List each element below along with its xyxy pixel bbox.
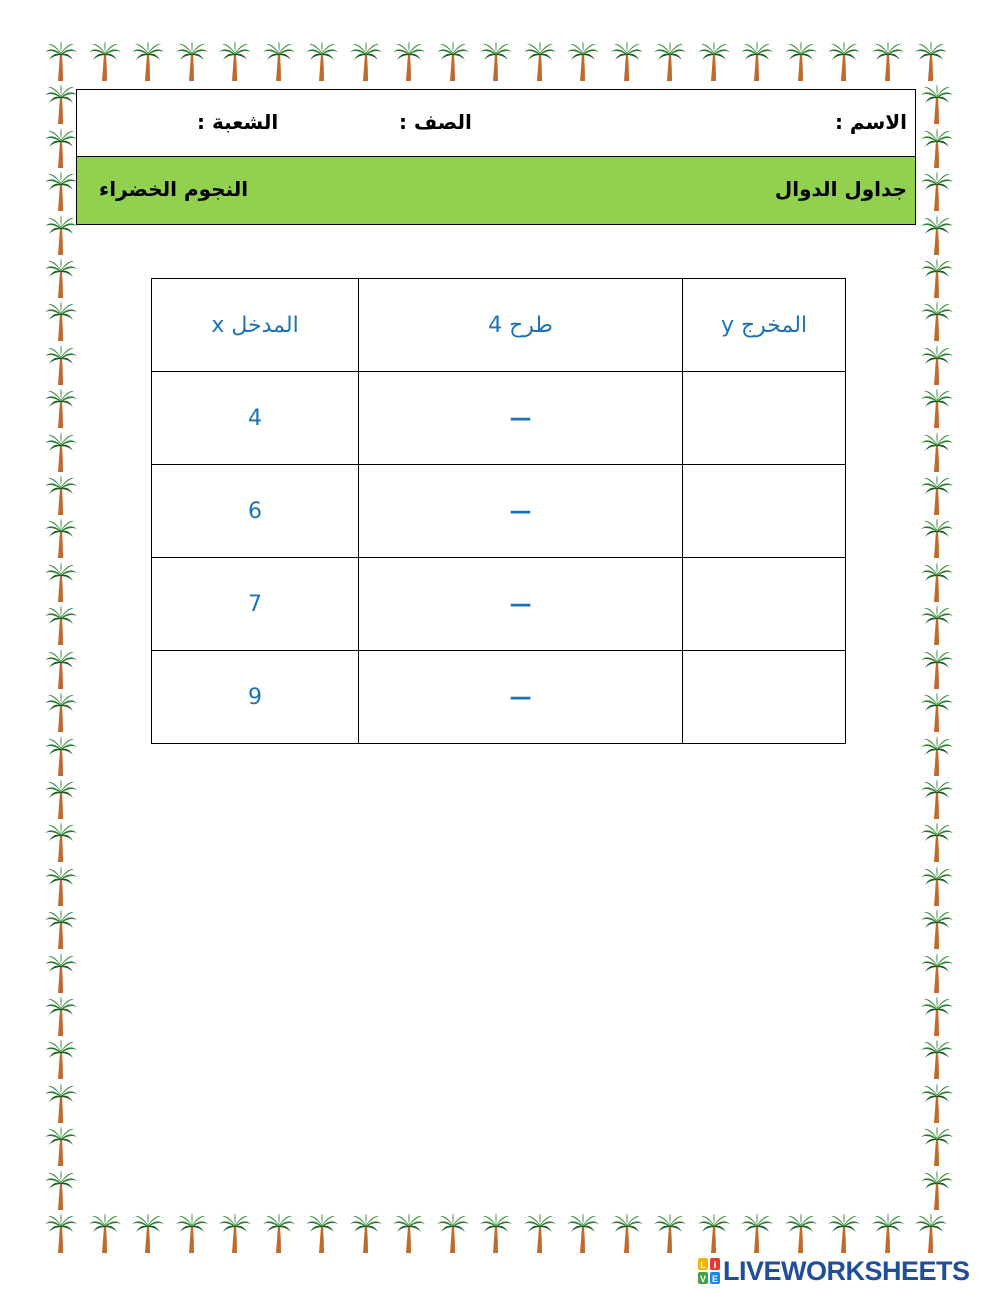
palm-tree-icon [44,1038,78,1080]
palm-tree-icon [827,1212,861,1254]
palm-tree-icon [305,1212,339,1254]
function-table [151,278,846,744]
palm-tree-icon [920,1169,954,1211]
logo-letter: I [713,1260,717,1270]
palm-tree-icon [44,691,78,733]
palm-tree-icon [610,1212,644,1254]
palm-tree-icon [44,995,78,1037]
worksheet-header [76,89,916,225]
palm-tree-icon [920,778,954,820]
palm-tree-icon [920,1038,954,1080]
liveworksheets-logo-icon [698,1258,720,1284]
palm-tree-icon [392,1212,426,1254]
palm-tree-icon [920,1125,954,1167]
name-label: الاسم : [834,110,907,134]
rule-cell: — [359,465,683,558]
liveworksheets-brand [698,1256,970,1286]
palm-tree-icon [349,40,383,82]
palm-tree-icon [653,1212,687,1254]
palm-tree-icon [697,40,731,82]
rule-header: طرح 4 [359,279,683,372]
input-cell: 4 [152,372,359,465]
output-header: المخرج y [683,279,846,372]
input-header: المدخل x [152,279,359,372]
output-answer-cell[interactable] [683,372,846,465]
student-info-row [77,90,915,157]
palm-tree-icon [44,1082,78,1124]
palm-tree-icon [920,865,954,907]
palm-tree-icon [920,474,954,516]
palm-tree-icon [44,474,78,516]
palm-tree-icon [44,431,78,473]
output-answer-cell[interactable] [683,558,846,651]
palm-tree-icon [784,1212,818,1254]
brand-text: LIVEWORKSHEETS [723,1255,970,1286]
palm-tree-icon [740,40,774,82]
palm-tree-icon [871,40,905,82]
palm-tree-icon [920,517,954,559]
logo-letter: E [711,1274,719,1284]
palm-tree-icon [920,604,954,646]
palm-tree-icon [920,300,954,342]
palm-tree-icon [566,40,600,82]
palm-tree-icon [305,40,339,82]
palm-tree-icon [88,1212,122,1254]
palm-tree-icon [349,1212,383,1254]
palm-tree-icon [218,1212,252,1254]
palm-tree-icon [44,735,78,777]
palm-tree-icon [827,40,861,82]
palm-tree-icon [920,431,954,473]
table-row [152,465,846,558]
logo-letter: V [699,1274,707,1284]
palm-tree-icon [44,648,78,690]
palm-tree-icon [44,83,78,125]
palm-tree-icon [653,40,687,82]
input-cell: 9 [152,651,359,744]
palm-tree-icon [740,1212,774,1254]
palm-tree-icon [697,1212,731,1254]
palm-tree-icon [44,214,78,256]
palm-tree-icon [88,40,122,82]
palm-tree-icon [436,1212,470,1254]
logo-letter: L [700,1260,706,1270]
palm-tree-icon [784,40,818,82]
palm-tree-icon [44,604,78,646]
palm-tree-icon [218,40,252,82]
palm-tree-icon [920,561,954,603]
palm-tree-icon [44,40,78,82]
palm-tree-icon [436,40,470,82]
rule-cell: — [359,372,683,465]
palm-tree-icon [44,865,78,907]
palm-tree-icon [392,40,426,82]
palm-tree-icon [920,735,954,777]
table-row [152,558,846,651]
rule-cell: — [359,558,683,651]
palm-tree-icon [920,257,954,299]
worksheet-title: جداول الدوال [774,177,907,201]
palm-tree-icon [920,127,954,169]
palm-tree-icon [914,1212,948,1254]
table-header-row [152,279,846,372]
palm-tree-icon [920,344,954,386]
palm-tree-icon [920,170,954,212]
class-label: الصف : [399,110,472,134]
palm-tree-icon [44,952,78,994]
title-bar [77,157,915,224]
palm-tree-icon [44,517,78,559]
palm-tree-icon [920,387,954,429]
palm-tree-icon [920,83,954,125]
palm-tree-icon [566,1212,600,1254]
palm-tree-icon [920,821,954,863]
input-cell: 6 [152,465,359,558]
palm-tree-icon [920,908,954,950]
palm-tree-icon [131,40,165,82]
palm-tree-icon [44,561,78,603]
palm-tree-icon [44,1125,78,1167]
palm-tree-icon [262,40,296,82]
palm-tree-icon [479,1212,513,1254]
rule-cell: — [359,651,683,744]
section-label: الشعبة : [197,110,279,134]
output-answer-cell[interactable] [683,465,846,558]
palm-tree-icon [920,214,954,256]
palm-tree-icon [44,908,78,950]
group-name: النجوم الخضراء [99,177,249,201]
palm-tree-icon [920,691,954,733]
palm-tree-icon [920,952,954,994]
palm-tree-icon [44,300,78,342]
output-answer-cell[interactable] [683,651,846,744]
palm-tree-icon [44,1169,78,1211]
palm-tree-icon [920,1082,954,1124]
palm-tree-icon [914,40,948,82]
palm-tree-icon [523,1212,557,1254]
palm-tree-icon [920,995,954,1037]
palm-tree-icon [479,40,513,82]
palm-tree-icon [871,1212,905,1254]
palm-tree-icon [44,344,78,386]
palm-tree-icon [44,778,78,820]
palm-tree-icon [44,170,78,212]
palm-tree-icon [262,1212,296,1254]
palm-tree-icon [175,40,209,82]
table-row [152,651,846,744]
input-cell: 7 [152,558,359,651]
palm-tree-icon [920,648,954,690]
table-row [152,372,846,465]
palm-tree-icon [44,387,78,429]
palm-tree-icon [44,1212,78,1254]
palm-tree-icon [44,127,78,169]
palm-tree-icon [131,1212,165,1254]
palm-tree-icon [523,40,557,82]
palm-tree-icon [44,257,78,299]
palm-tree-icon [44,821,78,863]
palm-tree-icon [610,40,644,82]
palm-tree-icon [175,1212,209,1254]
